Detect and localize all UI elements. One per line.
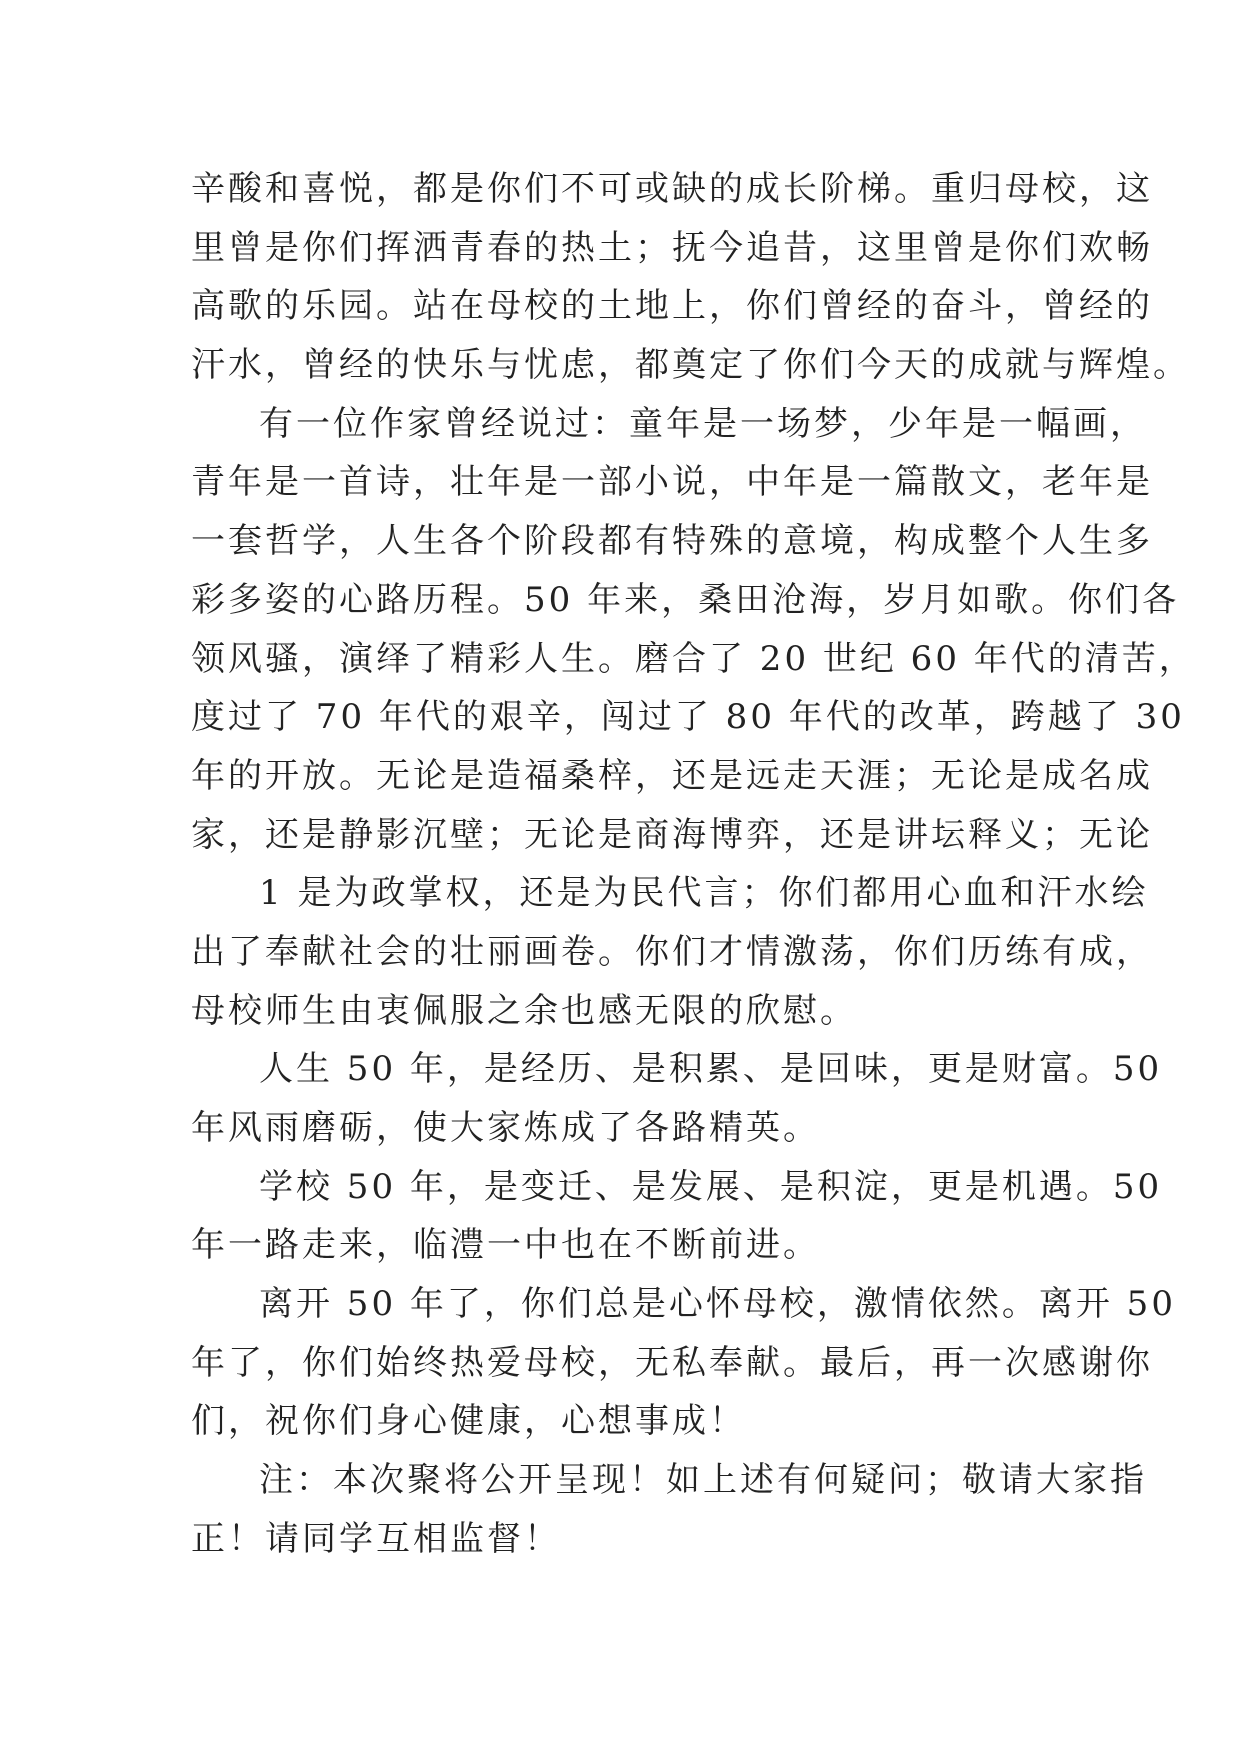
text-line: 年一路走来，临澧一中也在不断前进。 <box>191 1225 820 1266</box>
text-line: 有一位作家曾经说过：童年是一场梦，少年是一幅画， <box>259 403 1147 444</box>
text-line: 年风雨磨砺，使大家炼成了各路精英。 <box>191 1108 820 1148</box>
text-line: 学校 50 年，是变迁、是发展、是积淀，更是机遇。50 <box>259 1166 1163 1207</box>
text-line: 年了，你们始终热爱母校，无私奉献。最后，再一次感谢你 <box>191 1342 1153 1383</box>
text-line: 母校师生由衷佩服之余也感无限的欣慰。 <box>191 990 857 1031</box>
text-line: 青年是一首诗，壮年是一部小说，中年是一篇散文，老年是 <box>191 462 1153 503</box>
text-line: 出了奉献社会的壮丽画卷。你们才情激荡，你们历练有成， <box>191 931 1153 972</box>
text-line: 里曾是你们挥洒青春的热土；抚今追昔，这里曾是你们欢畅 <box>191 227 1153 268</box>
text-line: 正！请同学互相监督！ <box>191 1518 561 1559</box>
text-line: 一套哲学，人生各个阶段都有特殊的意境，构成整个人生多 <box>191 521 1153 562</box>
text-line: 辛酸和喜悦，都是你们不可或缺的成长阶梯。重归母校，这 <box>191 169 1153 209</box>
text-line: 1 是为政掌权，还是为民代言；你们都用心血和汗水绘 <box>259 873 1149 914</box>
text-line: 注：本次聚将公开呈现！如上述有何疑问；敬请大家指 <box>259 1460 1147 1501</box>
text-line: 高歌的乐园。站在母校的土地上，你们曾经的奋斗，曾经的 <box>191 286 1153 327</box>
text-line: 年的开放。无论是造福桑梓，还是远走天涯；无论是成名成 <box>191 755 1153 796</box>
text-line: 汗水，曾经的快乐与忧虑，都奠定了你们今天的成就与辉煌。 <box>191 345 1190 386</box>
text-line: 度过了 70 年代的艰辛，闯过了 80 年代的改革，跨越了 30 <box>191 697 1185 738</box>
text-line: 人生 50 年，是经历、是积累、是回味，更是财富。50 <box>259 1049 1163 1090</box>
text-line: 领风骚，演绎了精彩人生。磨合了 20 世纪 60 年代的清苦， <box>191 638 1196 679</box>
document-body <box>191 160 1196 1569</box>
text-line: 们，祝你们身心健康，心想事成！ <box>191 1401 746 1442</box>
text-line: 彩多姿的心路历程。50 年来，桑田沧海，岁月如歌。你们各 <box>191 579 1180 620</box>
text-line: 离开 50 年了，你们总是心怀母校，激情依然。离开 50 <box>259 1284 1176 1325</box>
text-line: 家，还是静影沉壁；无论是商海博弈，还是讲坛释义；无论 <box>191 814 1153 855</box>
